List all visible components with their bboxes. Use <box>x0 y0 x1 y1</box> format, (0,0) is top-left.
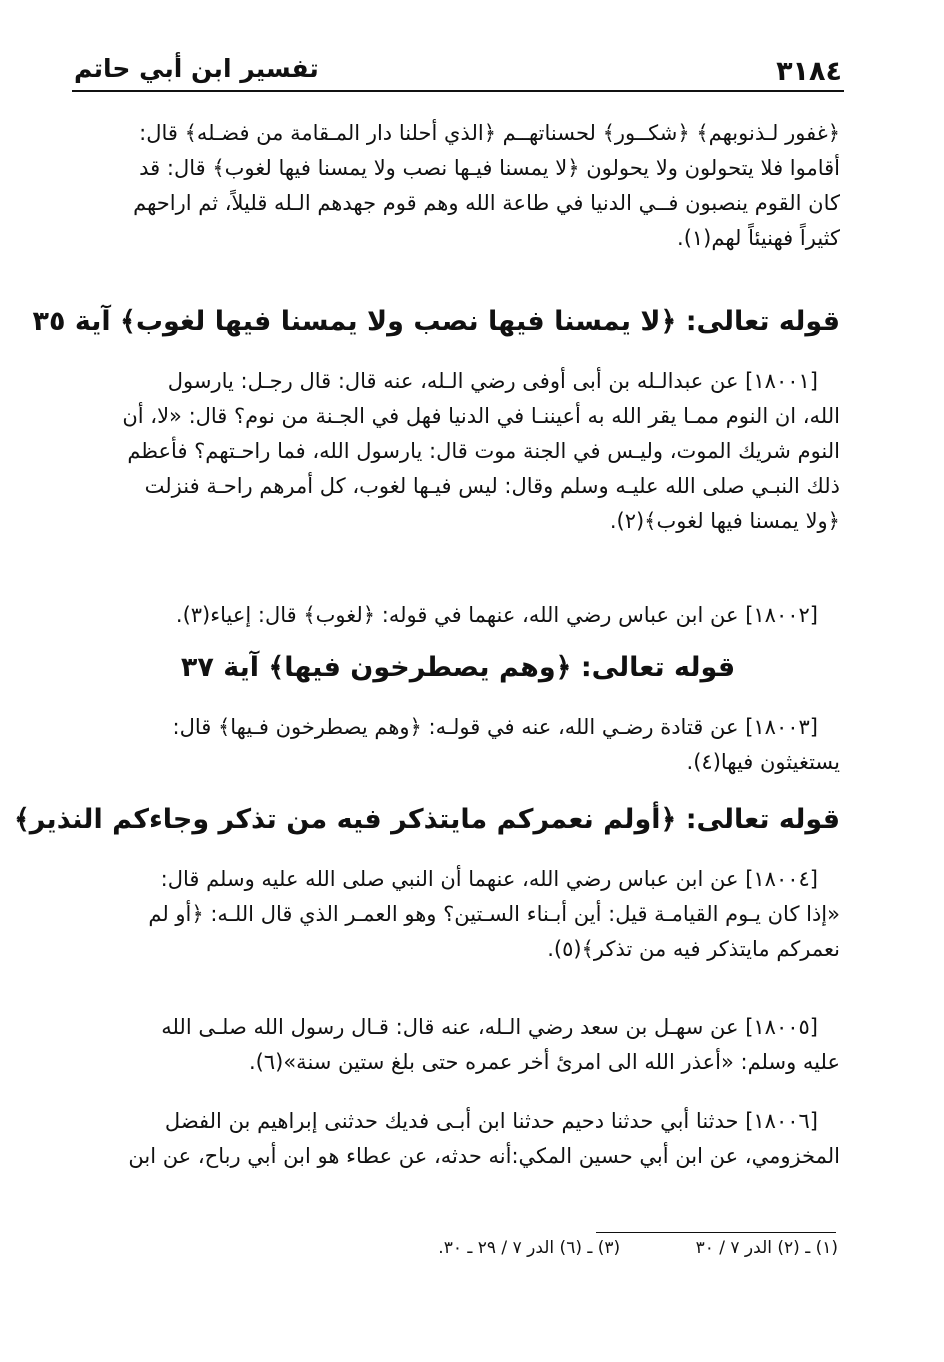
verse-heading-35: قوله تعالى: ﴿لا يمسنا فيها نصب ولا يمسنا فيها لغوب﴾ آية ٣٥ <box>32 306 840 337</box>
hadith-18004 <box>76 862 840 967</box>
text-line: [١٨٠٠٣] عن قتادة رضـي الله، عنه في قولـه: ﴿وهم يصطرخون فـيها﴾ قال: <box>172 715 818 739</box>
hadith-18001 <box>76 364 840 539</box>
text-line: ذلك النبـي صلى الله عليـه وسلم وقال: ليس فيـها لغوب، كل أمرهم راحـة فنزلت <box>144 474 840 498</box>
text-line: يستغيثون فيها(٤). <box>686 750 840 774</box>
page-header <box>72 48 844 92</box>
footnote-1-2: (١) ـ (٢) الدر ٧ / ٣٠ <box>695 1238 838 1258</box>
verse-heading-nuammirkum: قوله تعالى: ﴿أولم نعمركم مايتذكر فيه من تذكر وجاءكم النذير﴾ <box>13 804 840 835</box>
text-line: نعمركم مايتذكر فيه من تذكر﴾(٥). <box>547 937 840 961</box>
text-line: أقاموا فلا يتحولون ولا يحولون ﴿لا يمسنا فيـها نصب ولا يمسنا فيها لغوب﴾ قال: قد <box>139 156 840 180</box>
verse-heading-37: قوله تعالى: ﴿وهم يصطرخون فيها﴾ آية ٣٧ <box>180 652 736 683</box>
running-title: تفسير ابن أبي حاتم <box>74 54 319 83</box>
text-line: المخزومي، عن ابن أبي حسين المكي:أنه حدثه، عن عطاء هو ابن أبي رباح، عن ابن <box>128 1144 840 1168</box>
text-line: كثيراً فهنيئاً لهم(١). <box>677 226 840 250</box>
hadith-18005 <box>76 1010 840 1080</box>
text-line: كان القوم ينصبون فــي الدنيا في طاعة الله وهم قوم جهدهم الـله قليلاً، ثم اراحهم <box>133 191 840 215</box>
text-line: ﴿غفور لـذنوبهم﴾ ﴿شكــور﴾ لحسناتهــم ﴿الذي أحلنا دار المـقامة من فضـله﴾ قال: <box>139 121 840 145</box>
text-line: «إذا كان يـوم القيامـة قيل: أين أبـناء السـتين؟ وهو العمـر الذي قال اللـه: ﴿أو لم <box>148 902 840 926</box>
text-line: [١٨٠٠١] عن عبدالـله بن أبى أوفى رضي الـله، عنه قال: قال رجـل: يارسول <box>167 369 818 393</box>
text-line: [١٨٠٠٥] عن سهـل بن سعد رضي الـله، عنه قال: قـال رسول الله صلـى الله <box>161 1015 818 1039</box>
text-line: [١٨٠٠٤] عن ابن عباس رضي الله، عنهما أن النبي صلى الله عليه وسلم قال: <box>160 867 818 891</box>
text-line: [١٨٠٠٦] حدثنا أبي حدثنا دحيم حدثنا ابن أبـى فديك حدثنى إبراهيم بن الفضل <box>164 1109 818 1133</box>
page-number: ٣١٨٤ <box>776 56 842 87</box>
text-line: [١٨٠٠٢] عن ابن عباس رضي الله، عنهما في قوله: ﴿لغوب﴾ قال: إعياء(٣). <box>175 603 818 627</box>
hadith-18002 <box>76 598 840 633</box>
text-line: عليه وسلم: «أعذر الله الى امرئ أخر عمره حتى بلغ ستين سنة»(٦). <box>248 1050 840 1074</box>
text-line: الله، ان النوم ممـا يقر الله به أعيننـا في الدنيا فهل في الجـنة من نوم؟ قال: «لا، أن <box>122 404 840 428</box>
footnote-rule <box>596 1232 836 1233</box>
text-line: النوم شريك الموت، وليـس في الجنة موت قال: يارسول الله، فما راحـتهم؟ فأعظم <box>127 439 840 463</box>
footnotes <box>330 1238 838 1258</box>
intro-paragraph <box>76 116 840 256</box>
hadith-18003 <box>76 710 840 780</box>
hadith-18006 <box>76 1104 840 1174</box>
footnote-3-6: (٣) ـ (٦) الدر ٧ / ٢٩ ـ ٣٠. <box>438 1238 621 1258</box>
text-line: ﴿ولا يمسنا فيها لغوب﴾(٢). <box>609 509 840 533</box>
